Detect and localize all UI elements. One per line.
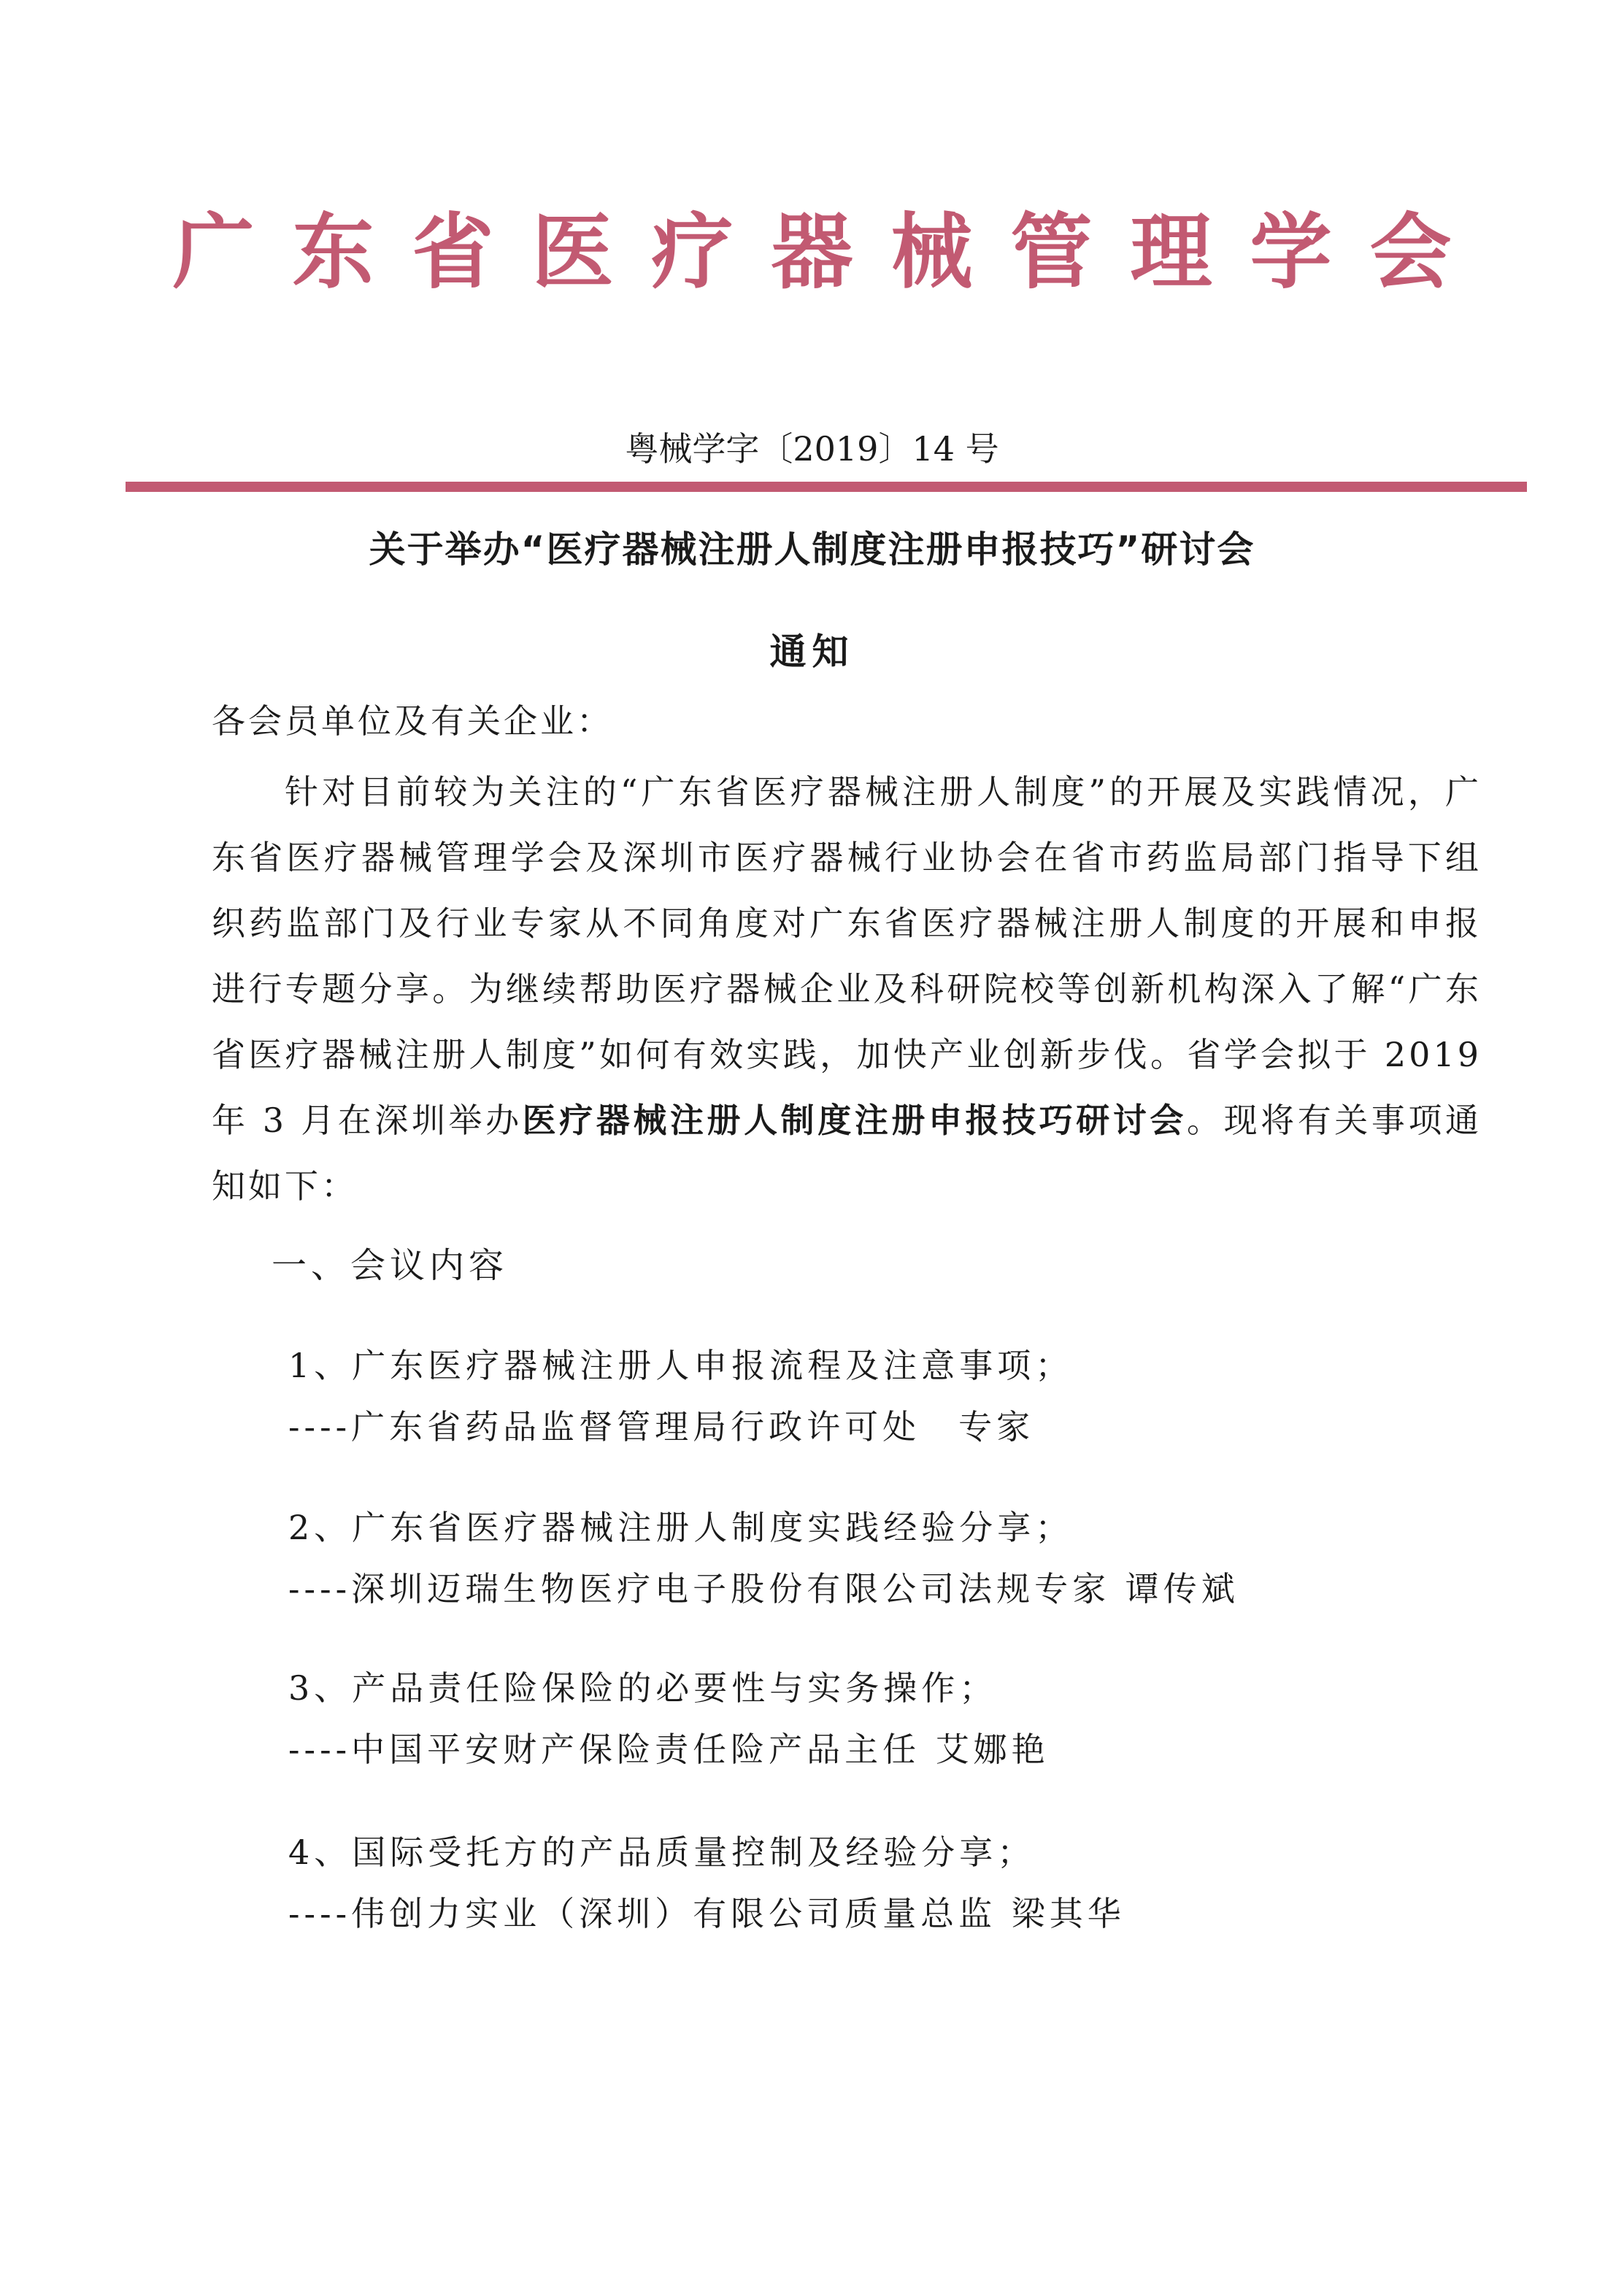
document-number: 粤械学字〔2019〕14 号 [625, 429, 999, 469]
agenda-speaker: ----伟创力实业（深圳）有限公司质量总监 梁其华 [288, 1894, 1125, 1933]
section-heading-meeting-content: 一、会议内容 [272, 1245, 509, 1286]
letterhead-divider [126, 482, 1527, 492]
agenda-item [288, 1668, 1529, 1769]
body-paragraph-lead: 针对目前较为关注的“广东省医疗器械注册人制度”的开展及实践情况，广东省医疗器械管理学会及深圳市医疗器械行业协会在省市药监局部门指导下组织药监部门及行业专家从不同角度对广东省医疗器械注册人制度的开展和申报进行专题分享。为继续帮助医疗器械企业及科研院校等创新机构深入了解“广东省医疗器械注册人制度”如何有效实践，加快产业创新步伐。省学会拟于 2019 年 3 月在深圳举办 [212, 772, 1482, 1140]
agenda-speaker: ----中国平安财产保险责任险产品主任 艾娜艳 [288, 1730, 1050, 1769]
salutation: 各会员单位及有关企业： [212, 701, 613, 741]
agenda-topic: 3、产品责任险保险的必要性与实务操作； [288, 1668, 998, 1708]
agenda-topic: 2、广东省医疗器械注册人制度实践经验分享； [288, 1508, 1074, 1547]
body-paragraph-event-name: 医疗器械注册人制度注册申报技巧研讨会 [522, 1101, 1187, 1140]
notice-title: 关于举办“医疗器械注册人制度注册申报技巧”研讨会 [369, 528, 1255, 571]
agenda-speaker: ----深圳迈瑞生物医疗电子股份有限公司法规专家 谭传斌 [288, 1569, 1239, 1609]
agenda-topic: 4、国际受托方的产品质量控制及经验分享； [288, 1833, 1036, 1872]
letterhead-org-name: 广东省医疗器械管理学会 [172, 205, 1490, 300]
body-paragraph-tail: 。现将有关事项通知如下： [212, 1101, 1482, 1206]
agenda-item [288, 1833, 1529, 1933]
agenda-speaker: ----广东省药品监督管理局行政许可处 专家 [288, 1407, 1035, 1446]
agenda-item [288, 1346, 1529, 1446]
body-paragraph [212, 759, 1482, 1219]
agenda-topic: 1、广东医疗器械注册人申报流程及注意事项； [288, 1346, 1074, 1385]
notice-subtitle: 通知 [769, 631, 855, 673]
agenda-item [288, 1508, 1529, 1609]
